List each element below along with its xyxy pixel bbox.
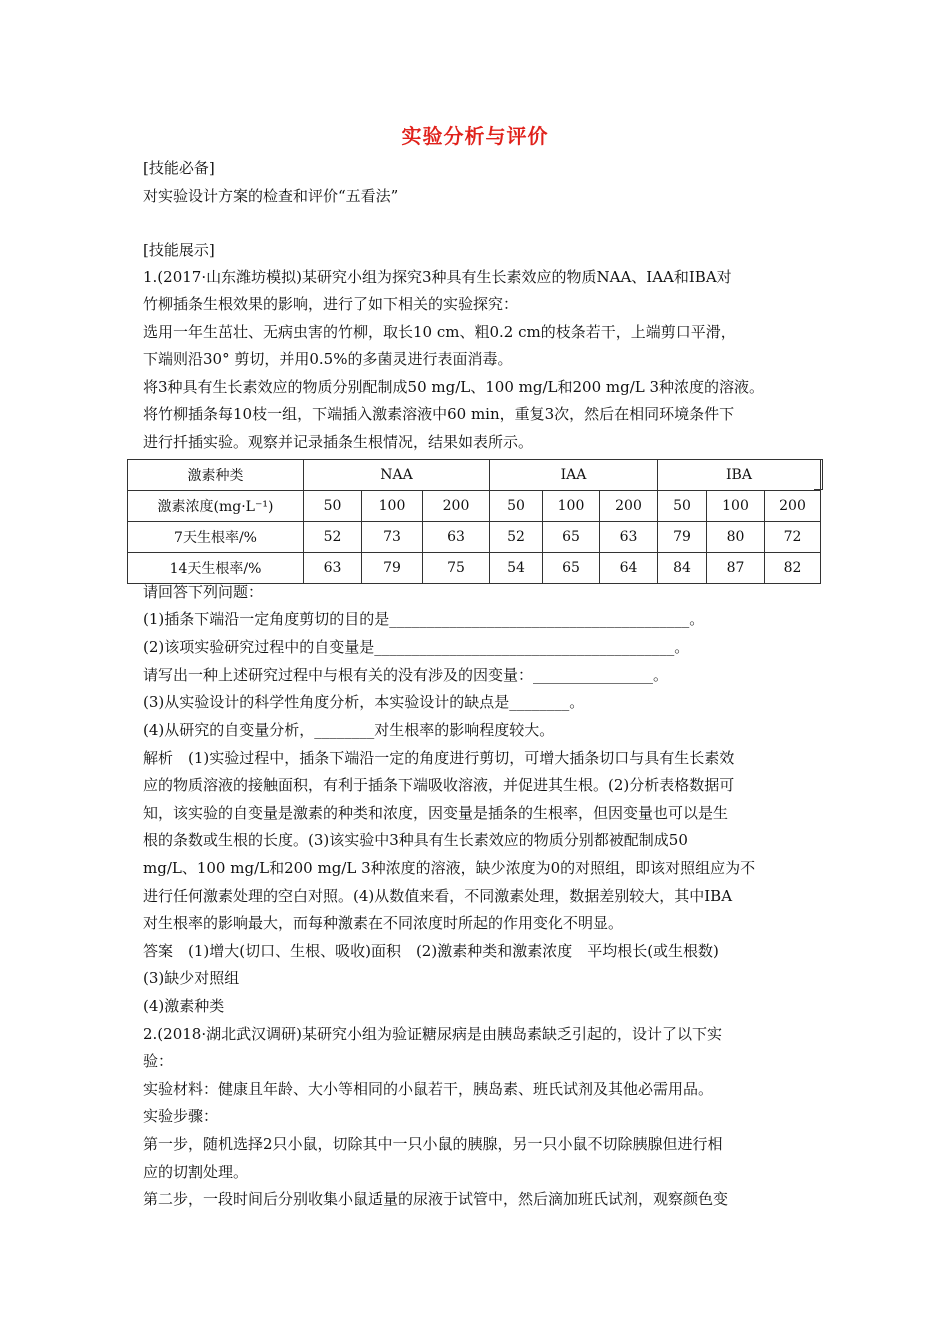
group-header-iba: IBA	[658, 460, 821, 491]
table-cell: 50	[304, 491, 362, 522]
q2-line: 实验材料：健康且年龄、大小等相同的小鼠若干，胰岛素、班氏试剂及其他必需用品。	[143, 1080, 714, 1098]
q1-line: 1.(2017·山东潍坊模拟)某研究小组为探究3种具有生长素效应的物质NAA、IAA和IBA对	[143, 268, 732, 286]
q1-question: (3)从实验设计的科学性角度分析，本实验设计的缺点是________。	[143, 693, 585, 711]
q1-analysis: 知，该实验的自变量是激素的种类和浓度，因变量是插条的生根率，但因变量也可以是生	[143, 804, 729, 822]
q1-analysis: 解析 (1)实验过程中，插条下端沿一定的角度进行剪切，可增大插条切口与具有生长素效	[143, 749, 735, 767]
table-cell: 63	[304, 553, 362, 584]
q1-line: 将竹柳插条每10枝一组，下端插入激素溶液中60 min，重复3次，然后在相同环境条件下	[143, 405, 735, 423]
table-border-extension	[814, 459, 823, 490]
q2-line: 第二步，一段时间后分别收集小鼠适量的尿液于试管中，然后滴加班氏试剂，观察颜色变	[143, 1190, 729, 1208]
q1-answer: (4)激素种类	[143, 997, 225, 1015]
row-label-concentration: 激素浓度(mg·L⁻¹)	[128, 491, 304, 522]
q2-line: 应的切割处理。	[143, 1163, 249, 1181]
group-header-iaa: IAA	[490, 460, 658, 491]
table-cell: 50	[490, 491, 543, 522]
table-row	[128, 522, 821, 553]
table-cell: 54	[490, 553, 543, 584]
table-cell: 52	[304, 522, 362, 553]
q1-analysis: mg/L、100 mg/L和200 mg/L 3种浓度的溶液，缺少浓度为0的对照组，即该对照组应为不	[143, 859, 756, 877]
table-cell: 52	[490, 522, 543, 553]
q1-question: (4)从研究的自变量分析，________对生根率的影响程度较大。	[143, 721, 555, 739]
skill-text: 对实验设计方案的检查和评价“五看法”	[143, 187, 399, 205]
table-cell: 100	[362, 491, 423, 522]
table-cell: 65	[543, 522, 600, 553]
table-cell: 50	[658, 491, 707, 522]
section-show-heading: [技能展示]	[143, 241, 215, 259]
table-cell: 200	[765, 491, 821, 522]
table-cell: 87	[707, 553, 765, 584]
group-header-naa: NAA	[304, 460, 490, 491]
table-header-cell: 激素种类	[128, 460, 304, 491]
q2-line: 实验步骤：	[143, 1107, 219, 1125]
table-cell: 82	[765, 553, 821, 584]
q1-question: (1)插条下端沿一定角度剪切的目的是________________________________________。	[143, 610, 705, 628]
table-cell: 72	[765, 522, 821, 553]
table-cell: 63	[600, 522, 658, 553]
q1-line: 将3种具有生长素效应的物质分别配制成50 mg/L、100 mg/L和200 mg/L 3种浓度的溶液。	[143, 378, 765, 396]
table-cell: 80	[707, 522, 765, 553]
table-cell: 100	[707, 491, 765, 522]
table-cell: 200	[600, 491, 658, 522]
q1-line: 下端则沿30° 剪切，并用0.5%的多菌灵进行表面消毒。	[143, 350, 513, 368]
q1-question: 请写出一种上述研究过程中与根有关的没有涉及的因变量：________________。	[143, 666, 669, 684]
q1-line: 选用一年生茁壮、无病虫害的竹柳，取长10 cm、粗0.2 cm的枝条若干，上端剪口平滑，	[143, 323, 736, 341]
q1-analysis: 进行任何激素处理的空白对照。(4)从数值来看，不同激素处理，数据差别较大，其中IBA	[143, 887, 733, 905]
q1-answer: 答案 (1)增大(切口、生根、吸收)面积 (2)激素种类和激素浓度 平均根长(或生根数)	[143, 942, 719, 960]
q1-analysis: 根的条数或生根的长度。(3)该实验中3种具有生长素效应的物质分别都被配制成50	[143, 831, 688, 849]
table-cell: 63	[423, 522, 490, 553]
q1-answer: (3)缺少对照组	[143, 969, 240, 987]
row-label-day7: 7天生根率/%	[128, 522, 304, 553]
table-row	[128, 491, 821, 522]
section-skill-heading: [技能必备]	[143, 159, 215, 177]
table-cell: 79	[362, 553, 423, 584]
table-cell: 100	[543, 491, 600, 522]
table-cell: 64	[600, 553, 658, 584]
q1-question: 请回答下列问题：	[143, 583, 264, 601]
results-table	[127, 459, 821, 584]
page-title: 实验分析与评价	[401, 124, 549, 148]
q2-line: 验：	[143, 1052, 174, 1070]
table-cell: 73	[362, 522, 423, 553]
table-cell: 75	[423, 553, 490, 584]
table-cell: 79	[658, 522, 707, 553]
table-row	[128, 553, 821, 584]
q1-question: (2)该项实验研究过程中的自变量是________________________________________。	[143, 638, 690, 656]
table-row	[128, 460, 821, 491]
q2-line: 2.(2018·湖北武汉调研)某研究小组为验证糖尿病是由胰岛素缺乏引起的，设计了以下实	[143, 1025, 722, 1043]
table-cell: 200	[423, 491, 490, 522]
row-label-day14: 14天生根率/%	[128, 553, 304, 584]
q2-line: 第一步，随机选择2只小鼠，切除其中一只小鼠的胰腺，另一只小鼠不切除胰腺但进行相	[143, 1135, 723, 1153]
table-cell: 84	[658, 553, 707, 584]
q1-analysis: 应的物质溶液的接触面积，有利于插条下端吸收溶液，并促进其生根。(2)分析表格数据可	[143, 776, 735, 794]
q1-line: 进行扦插实验。观察并记录插条生根情况，结果如表所示。	[143, 433, 534, 451]
table-cell: 65	[543, 553, 600, 584]
q1-analysis: 对生根率的影响最大，而每种激素在不同浓度时所起的作用变化不明显。	[143, 914, 624, 932]
q1-line: 竹柳插条生根效果的影响，进行了如下相关的实验探究：	[143, 295, 519, 313]
